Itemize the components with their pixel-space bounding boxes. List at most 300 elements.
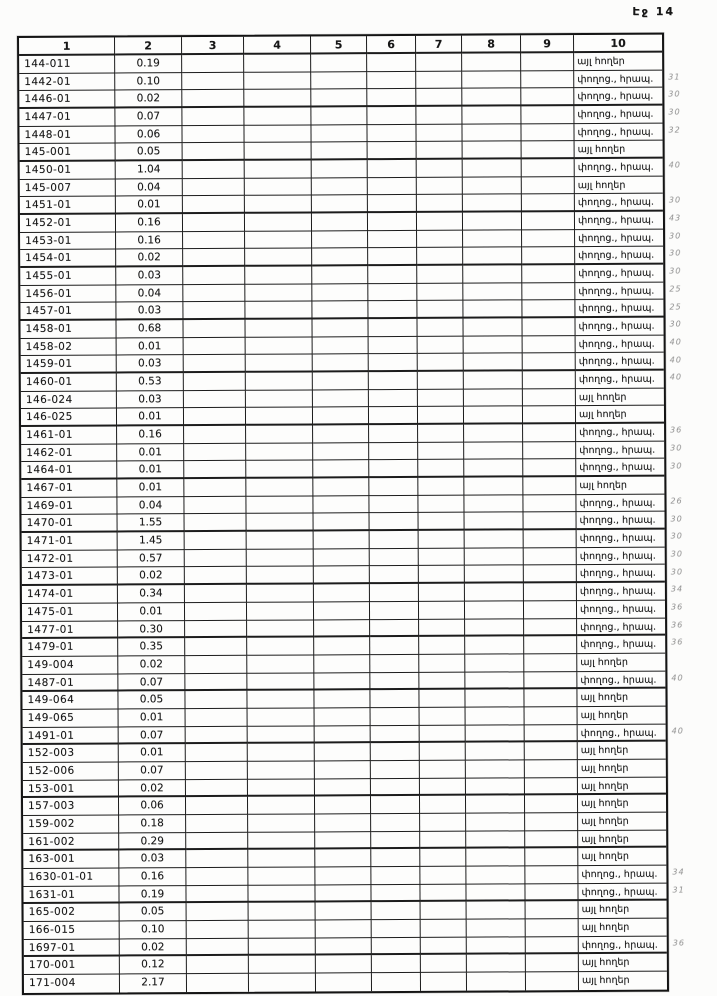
pencil-annotation: 36 (671, 620, 684, 630)
cell-area-value: 0.02 (120, 939, 187, 957)
cell-area-value: 0.68 (116, 320, 183, 338)
pencil-annotation: 30 (670, 514, 683, 524)
cell-empty (313, 496, 369, 514)
cell-parcel-code: 152-003 (23, 745, 119, 763)
cell-empty (416, 89, 462, 107)
cell-empty (186, 709, 248, 727)
cell-empty (312, 231, 368, 249)
cell-empty (248, 885, 315, 903)
cell-parcel-code: 1630-01-01 (23, 868, 119, 886)
cell-empty (245, 284, 312, 302)
column-header: 8 (462, 35, 521, 53)
cell-empty (249, 938, 316, 956)
cell-area-value: 0.07 (118, 674, 185, 692)
cell-empty (464, 336, 523, 354)
cell-empty (186, 762, 248, 780)
cell-empty (467, 919, 526, 937)
cell-empty (466, 866, 525, 884)
cell-empty (418, 372, 464, 390)
cell-empty (186, 885, 248, 903)
cell-empty (315, 761, 371, 779)
cell-empty (417, 248, 463, 266)
cell-empty (247, 549, 314, 567)
cell-land-use: այլ հողեր (578, 742, 666, 760)
cell-empty (372, 902, 421, 920)
cell-parcel-code: 1459-01 (21, 356, 117, 374)
cell-area-value: 0.53 (117, 373, 184, 391)
cell-empty (417, 142, 463, 160)
cell-land-use: փողոց., հրապ. (578, 866, 666, 884)
cell-empty (184, 497, 246, 515)
pencil-annotation: 34 (672, 867, 685, 877)
cell-land-use: այլ հողեր (578, 706, 666, 724)
cell-land-use: փողոց., հրապ. (577, 618, 665, 636)
cell-empty (312, 213, 368, 231)
cell-land-use: այլ հողեր (577, 653, 665, 671)
cell-empty (368, 231, 417, 249)
cell-empty (465, 548, 524, 566)
cell-empty (248, 726, 315, 744)
cell-empty (418, 407, 464, 425)
cell-empty (525, 760, 578, 778)
cell-empty (465, 584, 524, 602)
cell-empty (369, 443, 418, 461)
cell-empty (465, 654, 524, 672)
cell-empty (421, 902, 467, 920)
cell-area-value: 0.10 (115, 73, 182, 91)
cell-empty (371, 831, 420, 849)
cell-empty (419, 513, 465, 531)
cell-land-use: փողոց., հրապ. (575, 159, 663, 177)
cell-empty (463, 195, 522, 213)
cell-empty (417, 160, 463, 178)
cell-empty (313, 390, 369, 408)
cell-empty (367, 107, 416, 125)
cell-land-use: փողոց., հրապ. (576, 353, 664, 371)
cell-land-use: փողոց., հրապ. (574, 70, 662, 88)
cell-parcel-code: 149-065 (23, 709, 119, 727)
cell-empty (526, 972, 579, 990)
cell-empty (244, 107, 311, 125)
cell-land-use: այլ հողեր (578, 830, 666, 848)
cell-empty (524, 654, 577, 672)
cell-empty (418, 478, 464, 496)
cell-empty (185, 585, 247, 603)
cell-land-use: փողոց., հրապ. (576, 494, 664, 512)
cell-empty (314, 673, 370, 691)
cell-land-use: փողոց., հրապ. (577, 600, 665, 618)
cell-empty (368, 178, 417, 196)
cell-empty (247, 638, 314, 656)
cell-empty (522, 300, 575, 318)
cell-empty (369, 460, 418, 478)
cell-empty (521, 124, 574, 142)
cell-land-use: այլ հողեր (576, 388, 664, 406)
cell-empty (311, 90, 367, 108)
cell-parcel-code: 1453-01 (20, 232, 116, 250)
cell-area-value: 0.19 (115, 55, 182, 73)
cell-empty (522, 194, 575, 212)
cell-empty (464, 389, 523, 407)
cell-parcel-code: 153-001 (23, 780, 119, 798)
cell-empty (467, 902, 526, 920)
cell-area-value: 0.01 (117, 409, 184, 427)
cell-empty (312, 160, 368, 178)
cell-area-value: 0.04 (116, 285, 183, 303)
cell-empty (311, 54, 367, 72)
cell-empty (185, 691, 247, 709)
pencil-annotation: 32 (668, 125, 681, 135)
cell-empty (417, 301, 463, 319)
cell-empty (183, 179, 245, 197)
cell-empty (420, 796, 466, 814)
cell-parcel-code: 1631-01 (23, 886, 119, 904)
cell-empty (184, 461, 246, 479)
cell-empty (372, 937, 421, 955)
cell-empty (465, 637, 524, 655)
cell-empty (522, 265, 575, 283)
pencil-annotation: 40 (668, 160, 681, 170)
cell-empty (419, 672, 465, 690)
cell-empty (186, 797, 248, 815)
cell-land-use: այլ հողեր (576, 406, 664, 424)
cell-empty (524, 583, 577, 601)
cell-empty (521, 88, 574, 106)
column-header: 4 (244, 36, 311, 54)
cell-parcel-code: 1446-01 (19, 91, 115, 109)
cell-empty (465, 566, 524, 584)
cell-empty (418, 389, 464, 407)
cell-empty (420, 743, 466, 761)
cell-empty (312, 302, 368, 320)
cell-area-value: 0.57 (118, 550, 185, 568)
cell-area-value: 1.04 (116, 161, 183, 179)
cell-land-use: փողոց., հրապ. (576, 335, 664, 353)
cell-empty (421, 973, 467, 991)
pencil-annotation: 31 (668, 72, 681, 82)
cell-empty (249, 920, 316, 938)
cell-empty (417, 177, 463, 195)
cell-area-value: 0.35 (118, 638, 185, 656)
cell-empty (467, 937, 526, 955)
cell-parcel-code: 1457-01 (20, 303, 116, 321)
cell-land-use: փողոց., հրապ. (575, 247, 663, 265)
cell-empty (526, 954, 579, 972)
pencil-annotation: 40 (671, 726, 684, 736)
cell-empty (314, 514, 370, 532)
cell-empty (311, 107, 367, 125)
cell-area-value: 0.16 (117, 426, 184, 444)
cell-land-use: այլ հողեր (576, 477, 664, 495)
cell-empty (419, 548, 465, 566)
cell-empty (369, 337, 418, 355)
cell-empty (246, 337, 313, 355)
cell-parcel-code: 161-002 (23, 833, 119, 851)
cell-parcel-code: 149-064 (22, 692, 118, 710)
cell-empty (187, 921, 249, 939)
cell-parcel-code: 166-015 (24, 921, 120, 939)
cell-parcel-code: 1471-01 (22, 533, 118, 551)
cell-empty (419, 637, 465, 655)
cell-empty (522, 283, 575, 301)
cell-empty (185, 656, 247, 674)
cell-parcel-code: 1452-01 (20, 215, 116, 233)
cell-empty (521, 106, 574, 124)
cell-empty (371, 814, 420, 832)
cell-empty (311, 72, 367, 90)
cell-empty (186, 832, 248, 850)
cell-parcel-code: 165-002 (24, 904, 120, 922)
cell-empty (245, 196, 312, 214)
cell-area-value: 0.12 (120, 956, 187, 974)
cell-empty (465, 601, 524, 619)
cell-empty (248, 814, 315, 832)
cell-parcel-code: 1460-01 (21, 374, 117, 392)
cell-area-value: 0.16 (116, 232, 183, 250)
cell-empty (247, 532, 314, 550)
cell-empty (369, 390, 418, 408)
cell-empty (369, 407, 418, 425)
pencil-annotation: 30 (669, 266, 682, 276)
pencil-annotation: 30 (669, 231, 682, 241)
cell-empty (524, 601, 577, 619)
cell-empty (372, 955, 421, 973)
cell-empty (463, 142, 522, 160)
cell-area-value: 0.03 (117, 356, 184, 374)
column-header: 1 (19, 37, 115, 56)
cell-empty (523, 460, 576, 478)
cell-empty (418, 425, 464, 443)
cell-empty (371, 708, 420, 726)
cell-land-use: փողոց., հրապ. (578, 724, 666, 742)
cell-empty (314, 620, 370, 638)
pencil-annotation: 30 (670, 549, 683, 559)
pencil-annotation: 30 (670, 461, 683, 471)
cell-empty (420, 849, 466, 867)
cell-empty (418, 442, 464, 460)
cell-land-use: այլ հողեր (577, 689, 665, 707)
cell-empty (421, 937, 467, 955)
cell-empty (316, 973, 372, 991)
cell-empty (463, 159, 522, 177)
cell-empty (313, 461, 369, 479)
cell-empty (420, 761, 466, 779)
cell-empty (314, 531, 370, 549)
cell-empty (248, 832, 315, 850)
cell-empty (316, 902, 372, 920)
cell-empty (462, 106, 521, 124)
cell-area-value: 0.07 (115, 108, 182, 126)
cell-empty (183, 143, 245, 161)
cell-empty (368, 213, 417, 231)
pencil-annotation: 43 (668, 213, 682, 223)
cell-empty (369, 496, 418, 514)
cell-empty (184, 355, 246, 373)
cell-empty (523, 371, 576, 389)
page-number: Էջ 14 (632, 5, 675, 18)
cell-empty (183, 161, 245, 179)
cell-land-use: փողոց., հրապ. (577, 547, 665, 565)
cell-empty (371, 761, 420, 779)
cell-area-value: 0.01 (117, 444, 184, 462)
pencil-annotation: 30 (670, 531, 683, 541)
cell-empty (521, 71, 574, 89)
cell-empty (418, 354, 464, 372)
cell-parcel-code: 146-024 (21, 391, 117, 409)
cell-empty (244, 90, 311, 108)
cell-area-value: 0.03 (119, 850, 186, 868)
cell-empty (463, 230, 522, 248)
cell-empty (245, 178, 312, 196)
cell-empty (185, 603, 247, 621)
cell-empty (246, 426, 313, 444)
cell-empty (185, 638, 247, 656)
cell-empty (248, 761, 315, 779)
cell-empty (315, 832, 371, 850)
cell-area-value: 0.30 (118, 621, 185, 639)
pencil-annotation: 26 (670, 496, 683, 506)
cell-empty (245, 231, 312, 249)
cell-empty (313, 408, 369, 426)
cell-empty (524, 548, 577, 566)
cell-empty (245, 302, 312, 320)
cell-area-value: 0.03 (116, 267, 183, 285)
cell-empty (246, 408, 313, 426)
cell-land-use: այլ հողեր (579, 919, 667, 937)
cell-empty (245, 214, 312, 232)
cell-area-value: 0.01 (117, 462, 184, 480)
cell-land-use: փողոց., հրապ. (575, 229, 663, 247)
cell-empty (525, 707, 578, 725)
cell-empty (185, 514, 247, 532)
cell-empty (315, 726, 371, 744)
cell-empty (368, 248, 417, 266)
cell-empty (466, 760, 525, 778)
cell-empty (314, 602, 370, 620)
cell-empty (416, 71, 462, 89)
cell-empty (245, 249, 312, 267)
cell-empty (315, 867, 371, 885)
cell-land-use: փողոց., հրապ. (575, 300, 663, 318)
cell-parcel-code: 1458-02 (21, 338, 117, 356)
cell-empty (371, 867, 420, 885)
cell-land-use: փողոց., հրապ. (575, 318, 663, 336)
cell-empty (521, 53, 574, 71)
cell-land-use: փողոց., հրապ. (575, 265, 663, 283)
cell-empty (463, 248, 522, 266)
cell-area-value: 0.03 (116, 303, 183, 321)
cell-area-value: 0.16 (119, 868, 186, 886)
cell-empty (185, 550, 247, 568)
cell-empty (462, 71, 521, 89)
pencil-annotation: 40 (671, 673, 684, 683)
cell-empty (462, 53, 521, 71)
cell-empty (464, 371, 523, 389)
pencil-annotation: 34 (670, 584, 684, 594)
cell-area-value: 0.02 (119, 780, 186, 798)
cell-empty (522, 177, 575, 195)
cell-land-use: փողոց., հրապ. (574, 106, 662, 124)
cell-empty (370, 513, 419, 531)
cell-empty (370, 637, 419, 655)
cell-empty (524, 689, 577, 707)
cell-empty (183, 196, 245, 214)
cell-land-use: այլ հողեր (578, 848, 666, 866)
cell-empty (524, 619, 577, 637)
cell-empty (522, 318, 575, 336)
cell-empty (418, 336, 464, 354)
cell-empty (183, 214, 245, 232)
pencil-annotation: 36 (670, 425, 683, 435)
pencil-annotation: 30 (669, 248, 682, 259)
cell-land-use: փողոց., հրապ. (577, 530, 665, 548)
cell-empty (247, 620, 314, 638)
cell-empty (245, 143, 312, 161)
cell-empty (184, 408, 246, 426)
cell-land-use: այլ հողեր (578, 795, 666, 813)
cell-empty (315, 849, 371, 867)
cell-empty (369, 354, 418, 372)
cell-empty (313, 443, 369, 461)
cell-empty (248, 867, 315, 885)
cell-empty (314, 549, 370, 567)
cell-empty (184, 338, 246, 356)
cell-land-use: փողոց., հրապ. (574, 88, 662, 106)
cell-land-use: փողոց., հրապ. (577, 671, 665, 689)
cell-parcel-code: 149-004 (22, 656, 118, 674)
cell-empty (467, 972, 526, 990)
cell-empty (523, 407, 576, 425)
cell-empty (523, 477, 576, 495)
cell-parcel-code: 1473-01 (22, 568, 118, 586)
cell-area-value: 1.45 (118, 532, 185, 550)
cell-empty (368, 284, 417, 302)
cell-empty (249, 956, 316, 974)
cell-land-use: փողոց., հրապ. (577, 565, 665, 583)
cell-parcel-code: 1455-01 (20, 268, 116, 286)
cell-empty (466, 743, 525, 761)
cell-empty (312, 143, 368, 161)
cell-empty (316, 938, 372, 956)
cell-area-value: 2.17 (120, 974, 187, 992)
cell-empty (249, 973, 316, 991)
cell-empty (315, 708, 371, 726)
pencil-annotation: 30 (670, 567, 684, 577)
cell-empty (245, 160, 312, 178)
cell-empty (418, 460, 464, 478)
cell-empty (368, 142, 417, 160)
cell-empty (246, 373, 313, 391)
cell-empty (372, 973, 421, 991)
cell-area-value: 0.07 (119, 727, 186, 745)
cell-empty (183, 267, 245, 285)
cell-empty (420, 778, 466, 796)
cell-empty (463, 212, 522, 230)
cell-land-use: փողոց., հրապ. (577, 512, 665, 530)
cell-empty (465, 619, 524, 637)
cell-empty (525, 778, 578, 796)
cell-empty (421, 955, 467, 973)
cell-area-value: 0.04 (117, 497, 184, 515)
cell-area-value: 0.05 (116, 143, 183, 161)
cell-area-value: 0.02 (115, 90, 182, 108)
cell-empty (526, 901, 579, 919)
cell-empty (247, 567, 314, 585)
cell-empty (186, 868, 248, 886)
cell-empty (185, 567, 247, 585)
cell-parcel-code: 1474-01 (22, 586, 118, 604)
column-header: 6 (367, 36, 416, 54)
